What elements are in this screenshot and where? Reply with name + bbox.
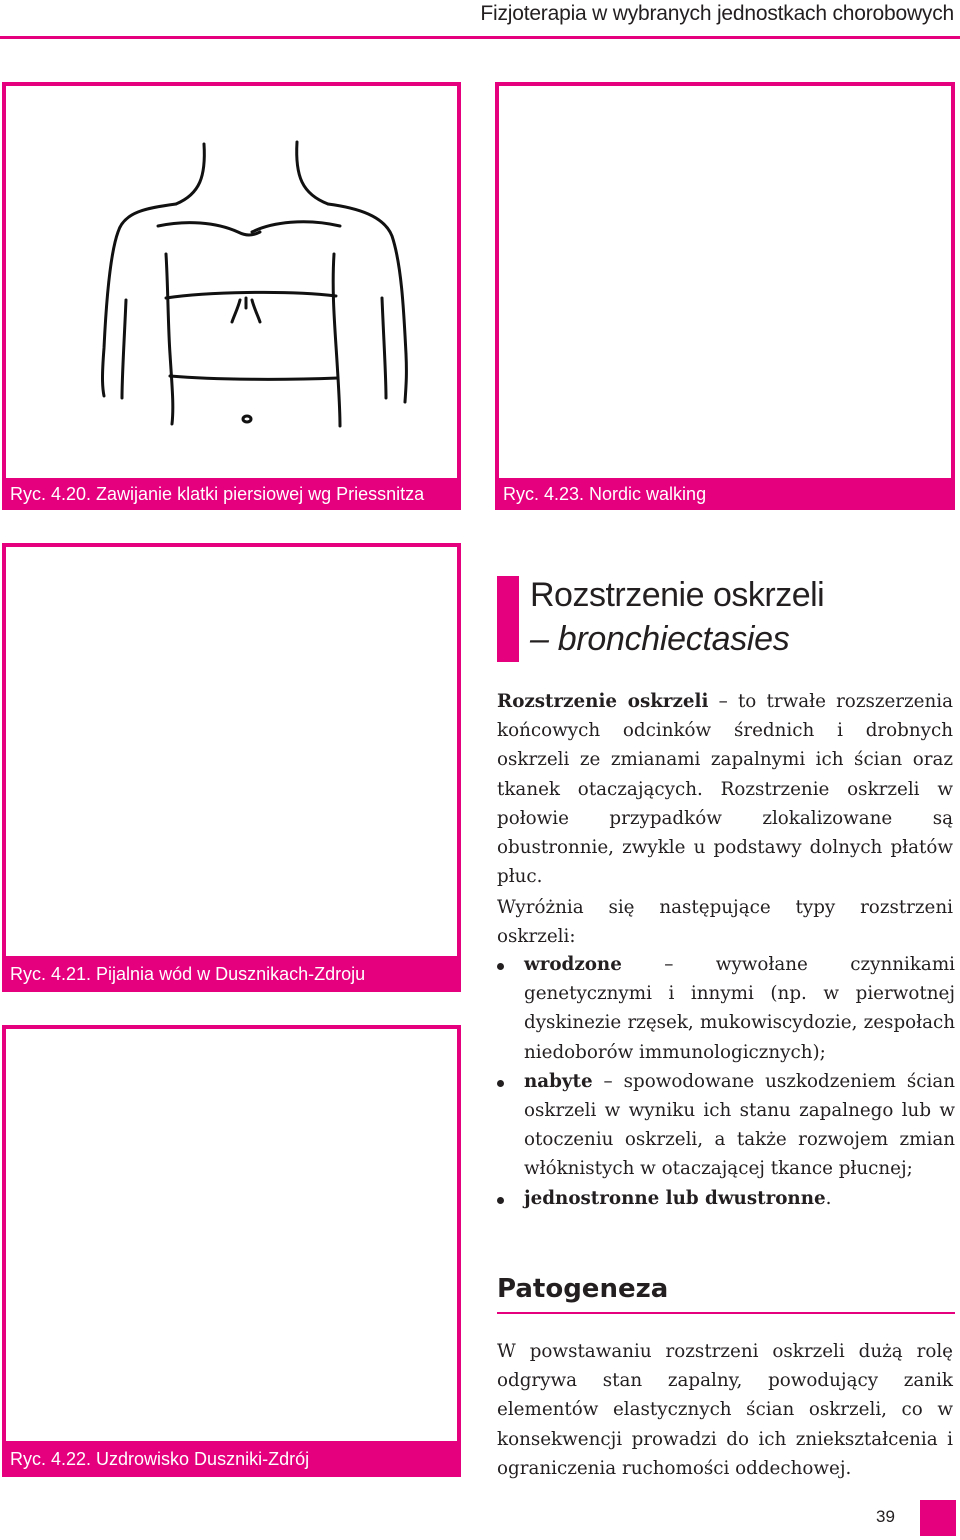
patogeneza-paragraph: W powstawaniu rozstrzeni oskrzeli dużą rolę odgrywa stan zapalny, powodujący zanik elementów elastycznych ścian oskrzeli, co w konsekwencji prowadzi do ich zniekształcenia i ograniczenia ruchomości oddechowej. xyxy=(497,1341,953,1479)
figure-pijalnia xyxy=(2,543,461,960)
type-term: nabyte xyxy=(524,1070,593,1092)
intro-term: Rozstrzenie oskrzeli xyxy=(497,691,709,712)
types-intro: Wyróżnia się następujące typy rozstrzeni oskrzeli: xyxy=(497,897,953,948)
figure-chest-wrap xyxy=(2,82,461,482)
intro-paragraph xyxy=(497,687,953,891)
figure-nordic-walking xyxy=(495,82,955,482)
type-desc: – spowodowane uszkodzeniem ścian oskrzeli w wyniku ich stanu zapalnego lub w otoczeniu oskrzeli, a także rozwojem zmian włóknistych w otaczającej tkance płucnej; xyxy=(524,1070,955,1180)
section-accent-bar xyxy=(497,576,519,662)
figure-caption-4-22 xyxy=(2,1442,461,1477)
intro-text: – to trwałe rozszerzenia końcowych odcinków średnich i drobnych oskrzeli ze zmianami zapalnymi ich ścian oraz tkanek otaczających. Rozstrzenie oskrzeli w połowie przypadków zlokalizowane są obustronnie, zwykle u podstawy dolnych płatów płuc. xyxy=(497,691,953,888)
list-item xyxy=(497,950,955,1067)
patogeneza-heading: Patogeneza xyxy=(497,1274,669,1304)
type-term: wrodzone xyxy=(524,954,622,975)
section-subtitle: – bronchiectasies xyxy=(530,620,790,658)
caption-text: Ryc. 4.21. Pijalnia wód w Dusznikach-Zdroju xyxy=(10,964,366,984)
page-marker xyxy=(920,1500,956,1536)
torso-illustration xyxy=(6,86,457,478)
header-rule xyxy=(0,36,960,39)
type-desc: – wywołane czynnikami genetycznymi i innymi (np. w pierwotnej dyskinezie rzęsek, mukowiscydozie, zespołach niedoborów immunologicznych); xyxy=(524,954,955,1063)
caption-text: Ryc. 4.20. Zawijanie klatki piersiowej wg Priessnitza xyxy=(10,483,425,504)
running-header: Fizjoterapia w wybranych jednostkach chorobowych xyxy=(480,2,954,25)
caption-text: Ryc. 4.22. Uzdrowisko Duszniki-Zdrój xyxy=(10,1449,310,1469)
section-title: Rozstrzenie oskrzeli xyxy=(530,576,825,614)
type-desc: . xyxy=(825,1187,832,1209)
figure-caption-4-20 xyxy=(2,478,461,510)
list-item xyxy=(497,1184,955,1213)
page-number: 39 xyxy=(876,1507,895,1526)
list-item xyxy=(497,1067,955,1184)
figure-uzdrowisko xyxy=(2,1025,461,1445)
figure-caption-4-21 xyxy=(2,957,461,992)
types-list xyxy=(497,950,955,1213)
type-term: jednostronne lub dwustronne xyxy=(524,1187,826,1209)
figure-caption-4-23 xyxy=(495,478,955,510)
caption-text: Ryc. 4.23. Nordic walking xyxy=(503,483,707,504)
patogeneza-rule xyxy=(497,1312,955,1314)
